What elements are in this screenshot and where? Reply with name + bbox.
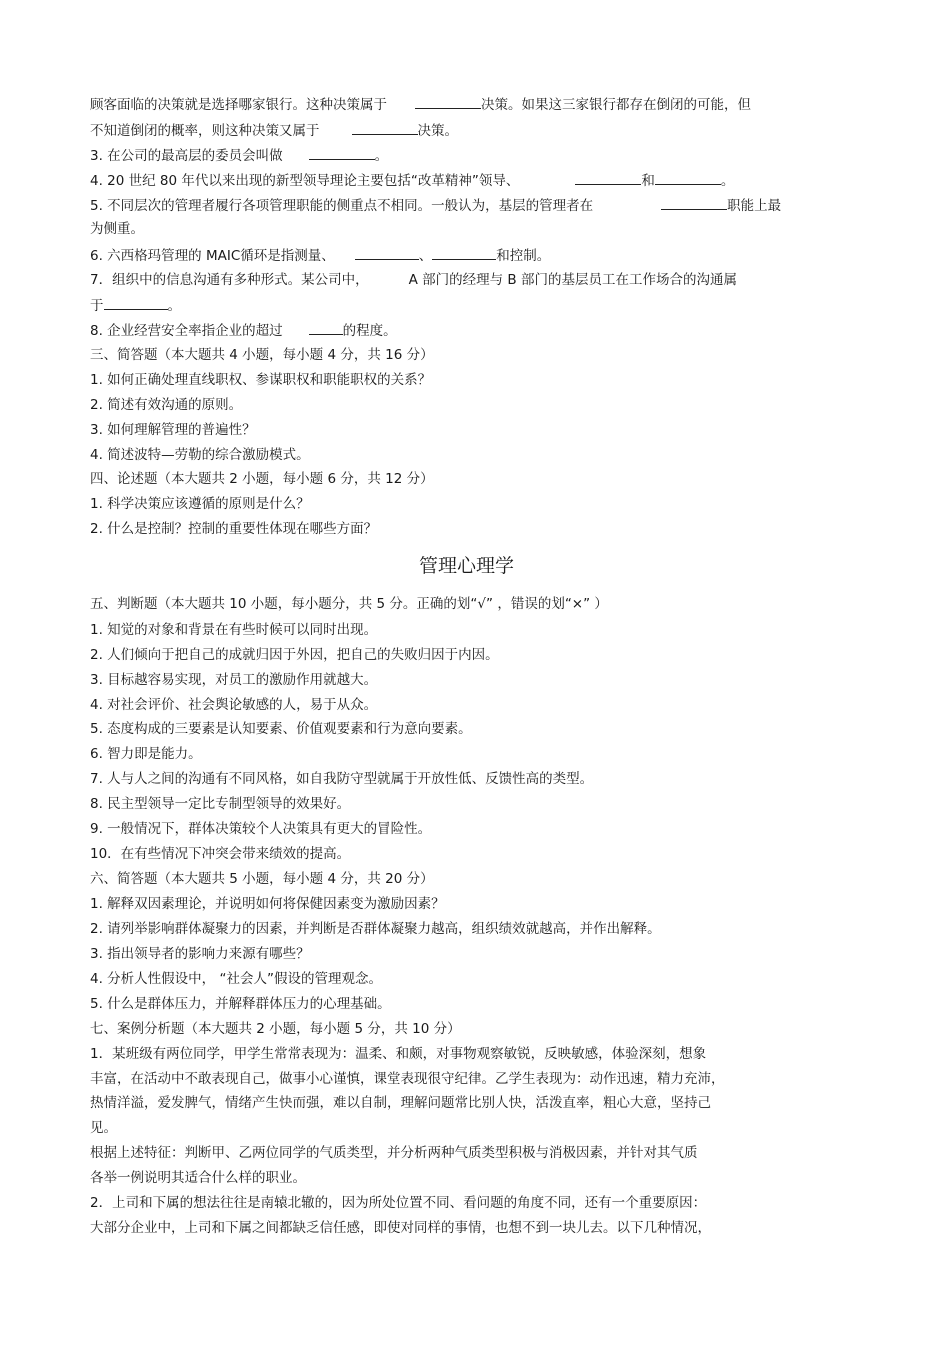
list-item: 1. 知觉的对象和背景在有些时候可以同时出现。 (90, 622, 378, 638)
list-item: 10．在有些情况下冲突会带来绩效的提高。 (90, 846, 351, 862)
text: 顾客面临的决策就是选择哪家银行。这种决策属于 (90, 97, 387, 113)
case-text-line: 大部分企业中，上司和下属之间都缺乏信任感，即使对同样的事情，也想不到一块儿去。以下几种情况， (90, 1220, 711, 1236)
text: 。 (167, 298, 181, 314)
fill-question-7-cont (90, 296, 181, 315)
text: 决策。 (417, 123, 458, 139)
list-item: 3. 目标越容易实现，对员工的激励作用就越大。 (90, 672, 378, 688)
section-7-heading: 七、案例分析题（本大题共 2 小题，每小题 5 分，共 10 分） (90, 1021, 461, 1037)
text: 8. 企业经营安全率指企业的超过 (90, 323, 283, 339)
case-text-line: 热情洋溢，爱发脾气，情绪产生快而强，难以自制，理解问题常比别人快，活泼直率，粗心大意，坚持己 (90, 1095, 711, 1111)
case-text-line: 各举一例说明其适合什么样的职业。 (90, 1170, 306, 1186)
fill-question-5 (90, 196, 781, 215)
fill-line-1 (90, 95, 751, 114)
list-item: 5. 什么是群体压力，并解释群体压力的心理基础。 (90, 996, 391, 1012)
fill-question-7 (90, 271, 737, 289)
list-item: 3. 如何理解管理的普遍性？ (90, 422, 256, 438)
text: 5. 不同层次的管理者履行各项管理职能的侧重点不相同。一般认为，基层的管理者在 (90, 198, 594, 214)
blank (104, 296, 168, 310)
list-item: 2. 请列举影响群体凝聚力的因素，并判断是否群体凝聚力越高，组织绩效就越高，并作出解释。 (90, 921, 661, 937)
case-text-line: 丰富，在活动中不敢表现自己，做事小心谨慎，课堂表现很守纪律。乙学生表现为：动作迅速，精力充沛， (90, 1071, 725, 1087)
blank (309, 146, 375, 160)
section-5-heading: 五、判断题（本大题共 10 小题，每小题分，共 5 分。正确的划“√” ，错误的划“×” ） (90, 596, 608, 612)
case-text-line: 2．上司和下属的想法往往是南辕北辙的，因为所处位置不同、看问题的角度不同，还有一个重要原因： (90, 1195, 707, 1211)
fill-question-3 (90, 146, 388, 165)
list-item: 1. 解释双因素理论，并说明如何将保健因素变为激励因素？ (90, 896, 445, 912)
text: 的程度。 (342, 323, 397, 339)
text: 为侧重。 (90, 221, 144, 237)
list-item: 7. 人与人之间的沟通有不同风格，如自我防守型就属于开放性低、反馈性高的类型。 (90, 771, 594, 787)
section-6-heading: 六、简答题（本大题共 5 小题，每小题 4 分，共 20 分） (90, 871, 434, 887)
fill-question-4 (90, 171, 734, 190)
fill-line-2 (90, 121, 458, 140)
text: 。 (374, 148, 389, 164)
list-item: 4. 对社会评价、社会舆论敏感的人，易于从众。 (90, 697, 378, 713)
blank (309, 321, 343, 335)
fill-question-6 (90, 246, 550, 265)
list-item: 8. 民主型领导一定比专制型领导的效果好。 (90, 796, 351, 812)
text: 决策。如果这三家银行都存在倒闭的可能，但 (481, 97, 751, 113)
text: 。 (720, 173, 735, 189)
blank (661, 196, 727, 210)
case-text-line: 根据上述特征：判断甲、乙两位同学的气质类型，并分析两种气质类型积极与消极因素，并针对其气质 (90, 1145, 698, 1161)
text: 职能上最 (727, 198, 782, 214)
text: 、 (418, 248, 433, 264)
text: 不知道倒闭的概率，则这种决策又属于 (90, 123, 320, 139)
list-item: 6. 智力即是能力。 (90, 746, 202, 762)
fill-question-8 (90, 321, 397, 340)
fill-question-5-cont (90, 220, 144, 238)
blank (432, 246, 496, 260)
text: 和控制。 (496, 248, 551, 264)
text: 4. 20 世纪 80 年代以来出现的新型领导理论主要包括“改革精神”领导、 (90, 173, 520, 189)
list-item: 2. 什么是控制？控制的重要性体现在哪些方面？ (90, 521, 378, 537)
blank (352, 121, 418, 135)
case-text-line: 见。 (90, 1120, 117, 1136)
text: 于 (90, 298, 104, 314)
text: 7．组织中的信息沟通有多种形式。某公司中， (90, 272, 369, 288)
section-3-heading: 三、简答题（本大题共 4 小题，每小题 4 分，共 16 分） (90, 347, 434, 363)
text: 和 (641, 173, 655, 189)
list-item: 4. 简述波特—劳勒的综合激励模式。 (90, 447, 310, 463)
text: 3. 在公司的最高层的委员会叫做 (90, 148, 283, 164)
page-title: 管理心理学 (419, 555, 515, 577)
case-text-line: 1．某班级有两位同学，甲学生常常表现为：温柔、和颇，对事物观察敏锐，反映敏感，体验深刻，想象 (90, 1046, 707, 1062)
list-item: 1. 如何正确处理直线职权、参谋职权和职能职权的关系？ (90, 372, 432, 388)
text: 6. 六西格玛管理的 MAIC循环是指测量、 (90, 248, 335, 264)
blank (655, 171, 721, 185)
text: A 部门的经理与 B 部门的基层员工在工作场合的沟通属 (408, 272, 737, 288)
section-4-heading: 四、论述题（本大题共 2 小题，每小题 6 分，共 12 分） (90, 471, 434, 487)
list-item: 4. 分析人性假设中， “社会人”假设的管理观念。 (90, 971, 382, 987)
list-item: 2. 简述有效沟通的原则。 (90, 397, 243, 413)
blank (355, 246, 419, 260)
list-item: 1. 科学决策应该遵循的原则是什么？ (90, 496, 310, 512)
list-item: 2. 人们倾向于把自己的成就归因于外因，把自己的失败归因于内因。 (90, 647, 499, 663)
blank (575, 171, 641, 185)
list-item: 9. 一般情况下，群体决策较个人决策具有更大的冒险性。 (90, 821, 432, 837)
blank (415, 95, 481, 109)
list-item: 3. 指出领导者的影响力来源有哪些？ (90, 946, 310, 962)
list-item: 5. 态度构成的三要素是认知要素、价值观要素和行为意向要素。 (90, 721, 472, 737)
